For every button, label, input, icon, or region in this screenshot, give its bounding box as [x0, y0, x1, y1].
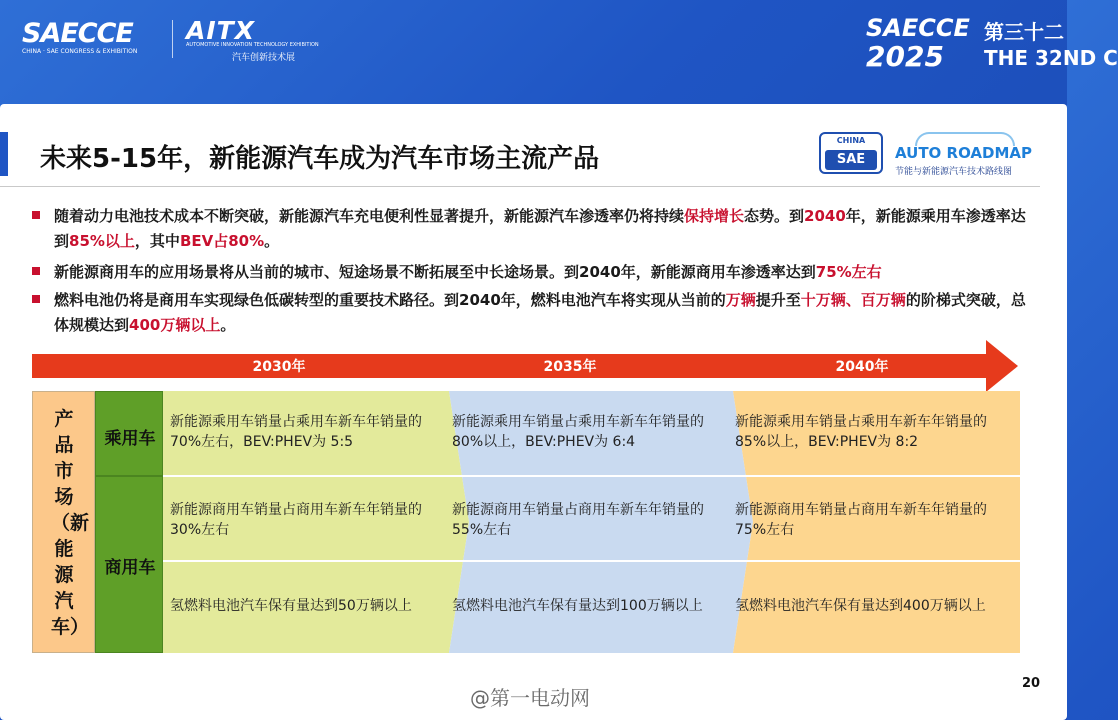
cell-2030-passenger: 新能源乘用车销量占乘用车新车年销量的70%左右，BEV:PHEV为 5:5	[170, 414, 422, 450]
timeline-year-2035: 2035年	[543, 359, 597, 375]
cell-2035-fuel-cell: 氢燃料电池汽车保有量达到100万辆以上	[452, 598, 703, 614]
market-label: 产品市场（新能源汽车）	[51, 408, 90, 638]
watermark: @第一电动网	[470, 686, 590, 710]
event-brand-edition-en: THE 32ND C	[984, 46, 1118, 70]
bullet-marker-icon	[32, 211, 40, 219]
aitx-logo-subtitle: AUTOMOTIVE INNOVATION TECHNOLOGY EXHIBITION	[186, 42, 319, 48]
roadmap-table	[32, 391, 1020, 653]
event-brand-name: SAECCE	[866, 14, 970, 42]
top-banner	[0, 0, 1118, 104]
china-sae-logo-main: SAE	[825, 150, 877, 170]
bullet-marker-icon	[32, 267, 40, 275]
cell-2030-fuel-cell: 氢燃料电池汽车保有量达到50万辆以上	[170, 598, 412, 614]
event-brand-year: 2025	[866, 40, 944, 73]
bullet-text: 燃料电池仍将是商用车实现绿色低碳转型的重要技术路径。到2040年，燃料电池汽车将实现从当前的万辆提升至十万辆、百万辆的阶梯式突破，总体规模达到400万辆以上。	[54, 291, 1026, 334]
aitx-logo-chinese: 汽车创新技术展	[232, 53, 296, 63]
commercial-category-label: 商用车	[104, 558, 156, 578]
cell-2035-commercial: 新能源商用车销量占商用车新车年销量的55%左右	[452, 502, 704, 538]
china-sae-logo	[819, 132, 883, 174]
passenger-category-cell	[95, 391, 163, 476]
commercial-category-cell	[95, 476, 163, 653]
timeline-year-2040: 2040年	[835, 359, 889, 375]
market-label-cell	[32, 391, 95, 653]
logo-divider	[172, 20, 173, 58]
slide-title: 未来5-15年，新能源汽车成为汽车市场主流产品	[40, 144, 600, 174]
bullet-marker-icon	[32, 295, 40, 303]
title-accent-bar	[0, 132, 8, 176]
bullet-text: 随着动力电池技术成本不断突破，新能源汽车充电便利性显著提升，新能源汽车渗透率仍将持续保持增长态势。到2040年，新能源乘用车渗透率达到85%以上，其中BEV占80%。	[54, 207, 1026, 250]
cell-2030-commercial: 新能源商用车销量占商用车新车年销量的30%左右	[170, 502, 422, 538]
aitx-logo: AITX	[186, 16, 255, 45]
cell-2040-passenger: 新能源乘用车销量占乘用车新车年销量的85%以上，BEV:PHEV为 8:2	[735, 414, 987, 450]
auto-roadmap-logo-caption: 节能与新能源汽车技术路线图	[895, 167, 1013, 177]
cell-2040-commercial: 新能源商用车销量占商用车新车年销量的75%左右	[735, 502, 987, 538]
timeline-year-2030: 2030年	[252, 359, 306, 375]
saecce-logo: SAECCE	[22, 18, 133, 49]
auto-roadmap-logo	[895, 132, 1035, 177]
slide	[0, 104, 1067, 720]
auto-roadmap-logo-text: AUTO ROADMAP	[895, 144, 1033, 162]
bullet-text: 新能源商用车的应用场景将从当前的城市、短途场景不断拓展至中长途场景。到2040年，新能源商用车渗透率达到75%左右	[54, 263, 882, 281]
title-divider	[0, 186, 1040, 187]
cell-2035-passenger: 新能源乘用车销量占乘用车新车年销量的80%以上，BEV:PHEV为 6:4	[452, 414, 704, 450]
timeline-arrow-head-icon	[986, 340, 1018, 392]
saecce-logo-subtitle: CHINA · SAE CONGRESS & EXHIBITION	[22, 48, 138, 55]
passenger-category-label: 乘用车	[104, 429, 156, 449]
cell-2040-fuel-cell: 氢燃料电池汽车保有量达到400万辆以上	[735, 598, 986, 614]
event-brand-edition: 第三十二	[984, 20, 1064, 44]
china-sae-logo-top: CHINA	[836, 136, 866, 145]
page-number: 20	[1022, 676, 1041, 691]
